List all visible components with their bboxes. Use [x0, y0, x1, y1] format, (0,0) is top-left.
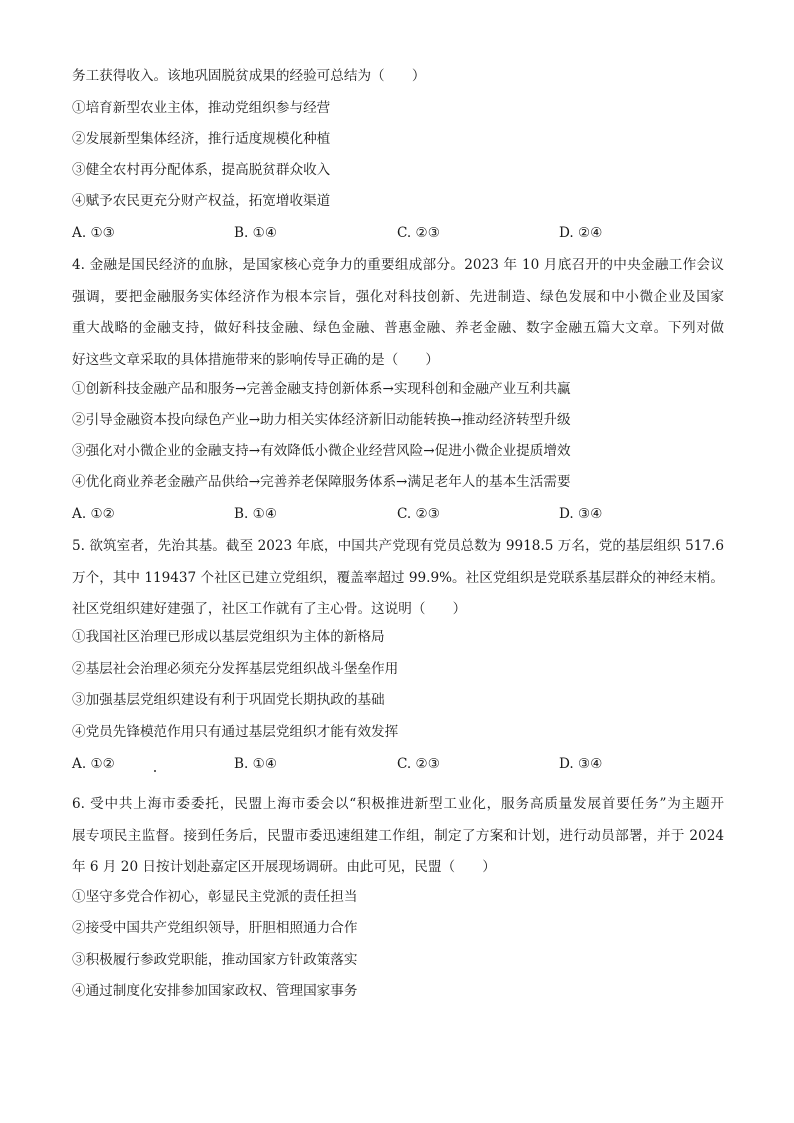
q4-choice-b: B. ①④: [234, 506, 278, 522]
q3-option-3: ③健全农村再分配体系，提高脱贫群众收入: [72, 162, 331, 178]
question-5-stem: [72, 531, 724, 626]
q4-choice-c: C. ②③: [397, 506, 440, 522]
q5-stem-line: 社区党组织建好建强了，社区工作就有了主心骨。这说明（ ）: [72, 601, 467, 618]
q6-stem-line: 6. 受中共上海市委委托，民盟上海市委会以“积极推进新型工业化，服务高质量发展首要任务”为主题开: [72, 796, 724, 812]
q5-option-2: ②基层社会治理必须充分发挥基层党组织战斗堡垒作用: [72, 661, 399, 677]
q5-option-4: ④党员先锋模范作用只有通过基层党组织才能有效发挥: [72, 724, 399, 740]
q6-stem-line: 展专项民主监督。接到任务后，民盟市委迅速组建工作组，制定了方案和计划，进行动员部署，并于 2024: [72, 827, 724, 844]
q3-choice-b: B. ①④: [234, 225, 278, 241]
question-4-stem: [72, 250, 724, 377]
question-6-stem: [72, 789, 724, 884]
q4-option-3: ③强化对小微企业的金融支持→有效降低小微企业经营风险→促进小微企业提质增效: [72, 443, 571, 459]
q4-stem-line: 4. 金融是国民经济的血脉，是国家核心竞争力的重要组成部分。2023 年 10 月底召开的中央金融工作会议: [72, 257, 724, 273]
q5-option-3: ③加强基层党组织建设有利于巩固党长期执政的基础: [72, 692, 385, 708]
q3-option-2: ②发展新型集体经济，推行适度规模化种植: [72, 131, 331, 147]
q6-stem-line: 年 6 月 20 日按计划赴嘉定区开展现场调研。由此可见，民盟（ ）: [72, 859, 496, 876]
stray-dot-mark: [154, 770, 156, 772]
question-3-stem-tail: 务工获得收入。该地巩固脱贫成果的经验可总结为（ ）: [72, 68, 426, 84]
q4-stem-line: 好这些文章采取的具体措施带来的影响传导正确的是（ ）: [72, 352, 440, 369]
q6-option-3: ③积极履行参政党职能，推动国家方针政策落实: [72, 952, 358, 968]
q3-choice-d: D. ②④: [559, 225, 603, 241]
q4-stem-line: 强调，要把金融服务实体经济作为根本宗旨，强化对科技创新、先进制造、绿色发展和中小微企业及国家: [72, 288, 724, 305]
q4-option-2: ②引导金融资本投向绿色产业→助力相关实体经济新旧动能转换→推动经济转型升级: [72, 412, 571, 428]
q4-option-1: ①创新科技金融产品和服务→完善金融支持创新体系→实现科创和金融产业互利共赢: [72, 381, 571, 397]
q5-choices: [72, 754, 732, 774]
q4-stem-line: 重大战略的金融支持，做好科技金融、绿色金融、普惠金融、养老金融、数字金融五篇大文章。下列对做: [72, 320, 724, 337]
q3-choice-a: A. ①③: [72, 225, 115, 241]
q5-option-1: ①我国社区治理已形成以基层党组织为主体的新格局: [72, 629, 385, 645]
q4-choice-a: A. ①②: [72, 506, 115, 522]
q3-choices: [72, 223, 732, 243]
q3-option-4: ④赋予农民更充分财产权益，拓宽增收渠道: [72, 193, 331, 209]
q5-stem-line: 万个，其中 119437 个社区已建立党组织，覆盖率超过 99.9%。社区党组织是党联系基层群众的神经末梢。: [72, 569, 724, 586]
q4-choice-d: D. ③④: [559, 506, 603, 522]
q4-choices: [72, 504, 732, 524]
q5-choice-b: B. ①④: [234, 756, 278, 772]
q5-choice-c: C. ②③: [397, 756, 440, 772]
q5-choice-d: D. ③④: [559, 756, 603, 772]
q5-stem-line: 5. 欲筑室者，先治其基。截至 2023 年底，中国共产党现有党员总数为 9918.5 万名，党的基层组织 517.6: [72, 538, 724, 554]
q6-option-1: ①坚守多党合作初心，彰显民主党派的责任担当: [72, 889, 358, 905]
q6-option-2: ②接受中国共产党组织领导，肝胆相照通力合作: [72, 920, 358, 936]
q5-choice-a: A. ①②: [72, 756, 115, 772]
q3-option-1: ①培育新型农业主体，推动党组织参与经营: [72, 100, 331, 116]
q3-choice-c: C. ②③: [397, 225, 440, 241]
q4-option-4: ④优化商业养老金融产品供给→完善养老保障服务体系→满足老年人的基本生活需要: [72, 474, 571, 490]
q6-option-4: ④通过制度化安排参加国家政权、管理国家事务: [72, 983, 358, 999]
